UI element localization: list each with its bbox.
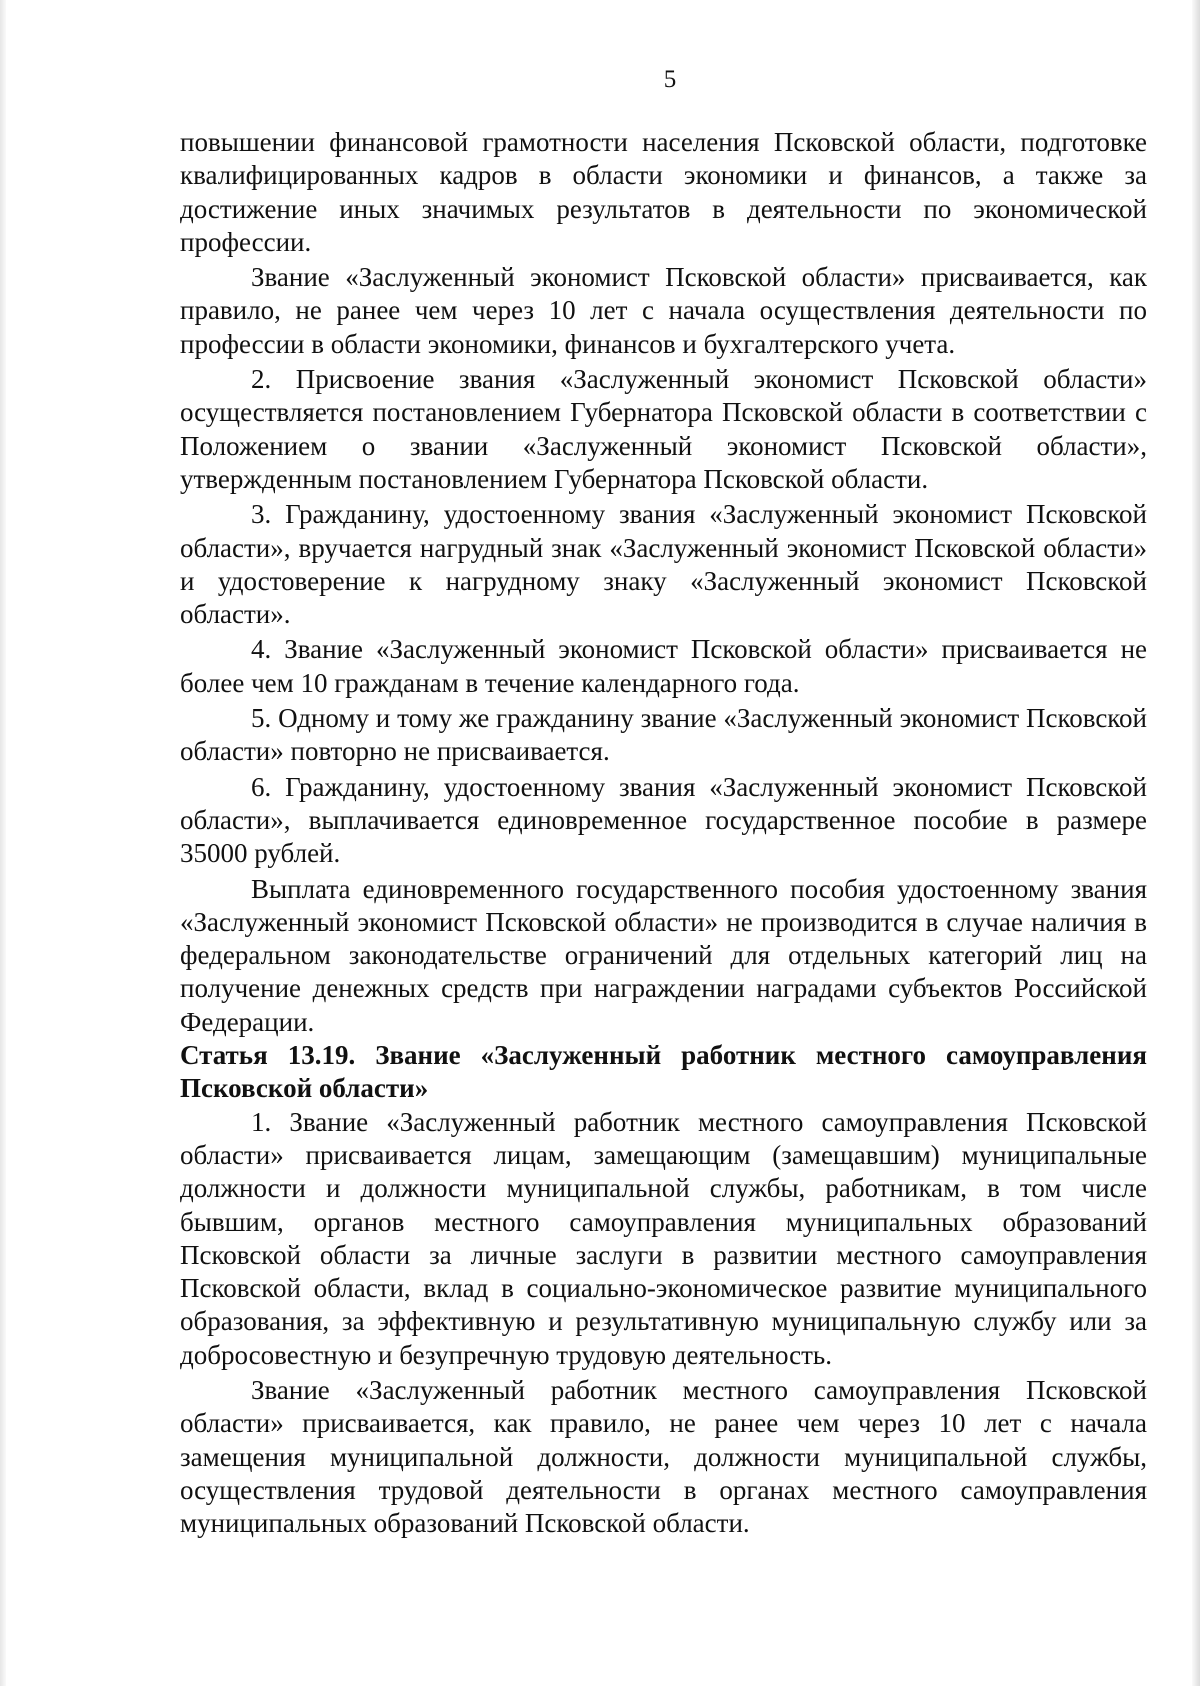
paragraph-continuation: повышении финансовой грамотности населения Псковской области, подготовке квалифицированных кадров в области экономики и финансов, а также за достижение иных значимых результатов в деятельности по экономической профессии. [180, 127, 1147, 257]
paragraph-article-term: Звание «Заслуженный работник местного самоуправления Псковской области» присваивается, как правило, не ранее чем через 10 лет с начала замещения муниципальной должности, должности муниципальной службы, осуществления трудовой деятельности в органах местного самоуправления муниципальных образований Псковской области. [180, 1374, 1147, 1539]
paragraph-item-3: 3. Гражданину, удостоенному звания «Заслуженный экономист Псковской области», вручается нагрудный знак «Заслуженный экономист Псковской области» и удостоверение к нагрудному знаку «Заслуженный экономист Псковской области». [180, 499, 1147, 630]
paragraph-article-item-1: 1. Звание «Заслуженный работник местного самоуправления Псковской области» присваивается лицам, замещающим (замещавшим) муниципальные должности и должности муниципальной службы, работникам, в том числе бывшим, органов местного самоуправления муниципальных образований Псковской области за личные заслуги в развитии местного самоуправления Псковской области, вклад в социально-экономическое развитие муниципального образования, за эффективную и результативную муниципальную службу или за добросовестную и безупречную трудовую деятельность. [180, 1106, 1147, 1370]
scan-edge-right [1192, 0, 1200, 1686]
paragraph-item-6: 6. Гражданину, удостоенному звания «Заслуженный экономист Псковской области», выплачивается единовременное государственное пособие в размере 35000 рублей. [180, 771, 1147, 869]
article-heading: Статья 13.19. Звание «Заслуженный работник местного самоуправления Псковской области» [180, 1040, 1147, 1104]
paragraph-item-2: 2. Присвоение звания «Заслуженный экономист Псковской области» осуществляется постановлением Губернатора Псковской области в соответствии с Положением о звании «Заслуженный экономист Псковской области», утвержденным постановлением Губернатора Псковской области. [180, 364, 1147, 494]
paragraph-title-requirement: Звание «Заслуженный экономист Псковской области» присваивается, как правило, не ранее чем через 10 лет с начала осуществления деятельности по профессии в области экономики, финансов и бухгалтерского учета. [180, 262, 1147, 359]
document-body [180, 126, 1147, 1540]
paragraph-item-4: 4. Звание «Заслуженный экономист Псковской области» присваивается не более чем 10 гражданам в течение календарного года. [180, 634, 1147, 698]
paragraph-payment-exception: Выплата единовременного государственного пособия удостоенному звания «Заслуженный экономист Псковской области» не производится в случае наличия в федеральном законодательстве ограничений для отдельных категорий лиц на получение денежных средств при награждении наградами субъектов Российской Федерации. [180, 873, 1147, 1037]
scan-edge-left [0, 0, 6, 1686]
paragraph-item-5: 5. Одному и тому же гражданину звание «Заслуженный экономист Псковской области» повторно не присваивается. [180, 703, 1147, 767]
page-number: 5 [663, 66, 677, 93]
